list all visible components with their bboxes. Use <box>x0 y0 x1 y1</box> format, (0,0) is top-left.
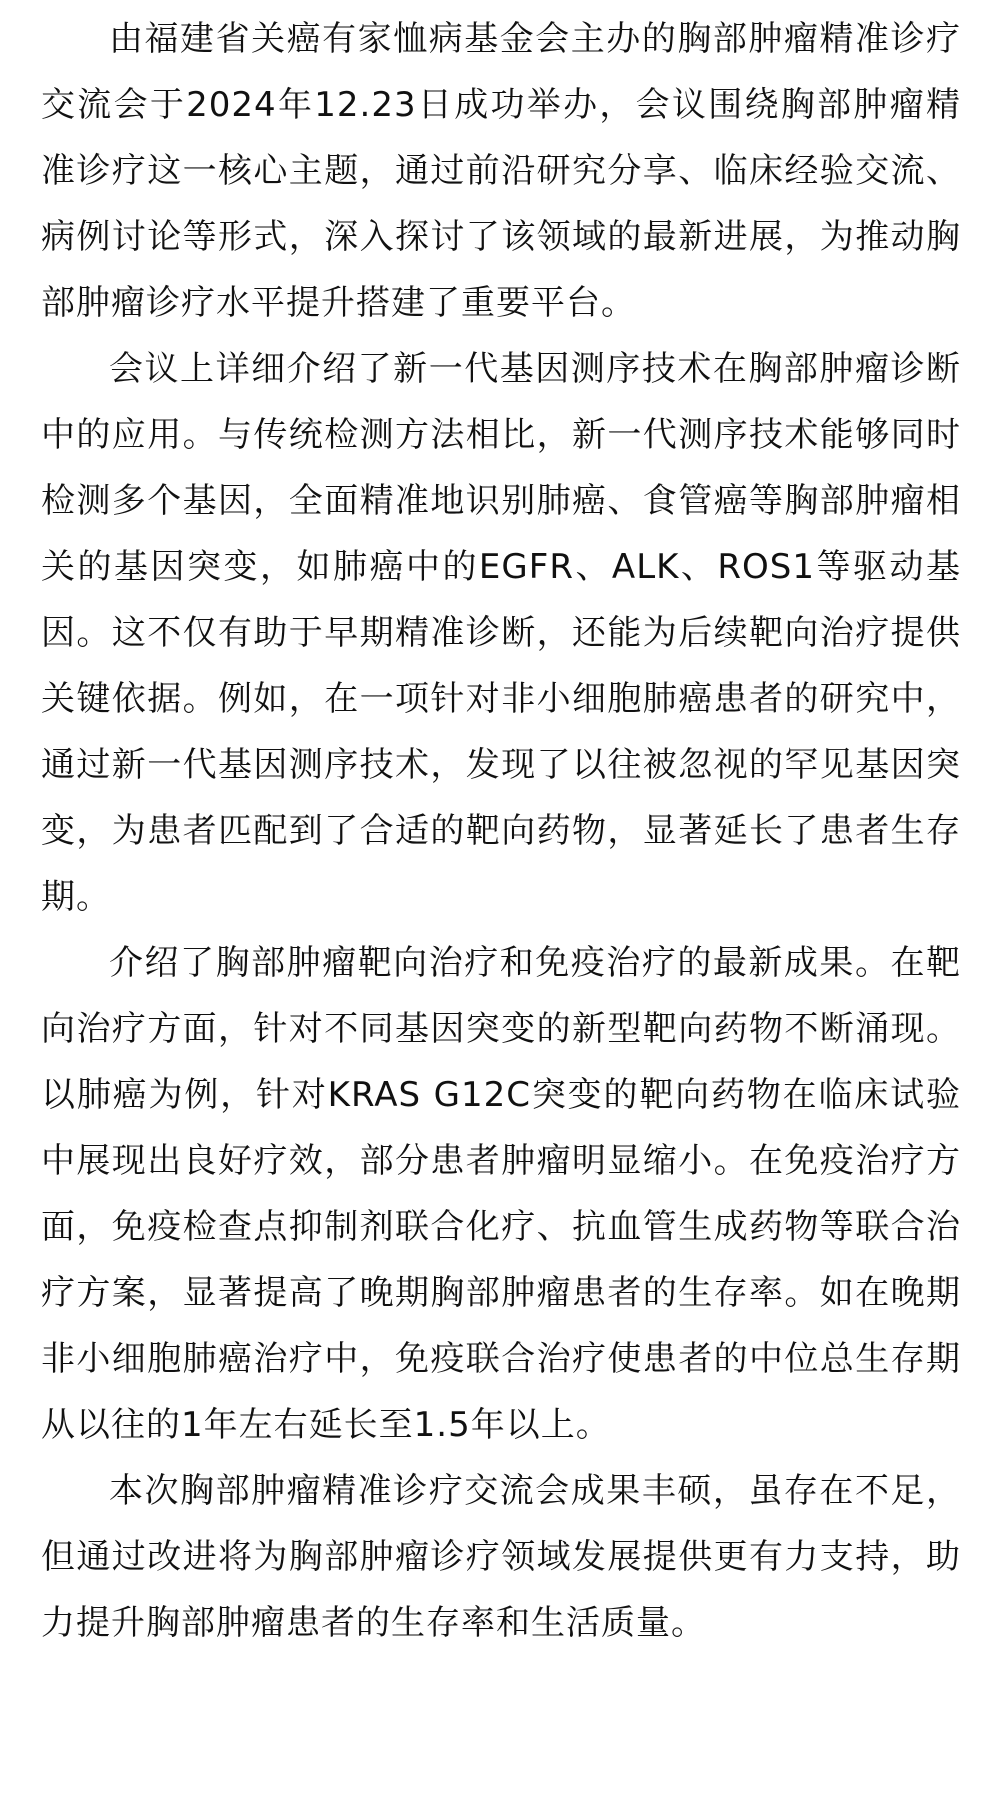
article-body <box>41 6 961 1656</box>
paragraph-conclusion: 本次胸部肿瘤精准诊疗交流会成果丰硕，虽存在不足，但通过改进将为胸部肿瘤诊疗领域发展提供更有力支持，助力提升胸部肿瘤患者的生存率和生活质量。 <box>41 1471 961 1643</box>
paragraph-intro: 由福建省关癌有家恤病基金会主办的胸部肿瘤精准诊疗交流会于2024年12.23日成功举办，会议围绕胸部肿瘤精准诊疗这一核心主题，通过前沿研究分享、临床经验交流、病例讨论等形式，深入探讨了该领域的最新进展，为推动胸部肿瘤诊疗水平提升搭建了重要平台。 <box>41 19 961 323</box>
paragraph-therapy-advances: 介绍了胸部肿瘤靶向治疗和免疫治疗的最新成果。在靶向治疗方面，针对不同基因突变的新型靶向药物不断涌现。以肺癌为例，针对KRAS G12C突变的靶向药物在临床试验中展现出良好疗效，部分患者肿瘤明显缩小。在免疫治疗方面，免疫检查点抑制剂联合化疗、抗血管生成药物等联合治疗方案，显著提高了晚期胸部肿瘤患者的生存率。如在晚期非小细胞肺癌治疗中，免疫联合治疗使患者的中位总生存期从以往的1年左右延长至1.5年以上。 <box>41 943 961 1445</box>
paragraph-gene-sequencing: 会议上详细介绍了新一代基因测序技术在胸部肿瘤诊断中的应用。与传统检测方法相比，新一代测序技术能够同时检测多个基因，全面精准地识别肺癌、食管癌等胸部肿瘤相关的基因突变，如肺癌中的EGFR、ALK、ROS1等驱动基因。这不仅有助于早期精准诊断，还能为后续靶向治疗提供关键依据。例如，在一项针对非小细胞肺癌患者的研究中，通过新一代基因测序技术，发现了以往被忽视的罕见基因突变，为患者匹配到了合适的靶向药物，显著延长了患者生存期。 <box>41 349 961 917</box>
